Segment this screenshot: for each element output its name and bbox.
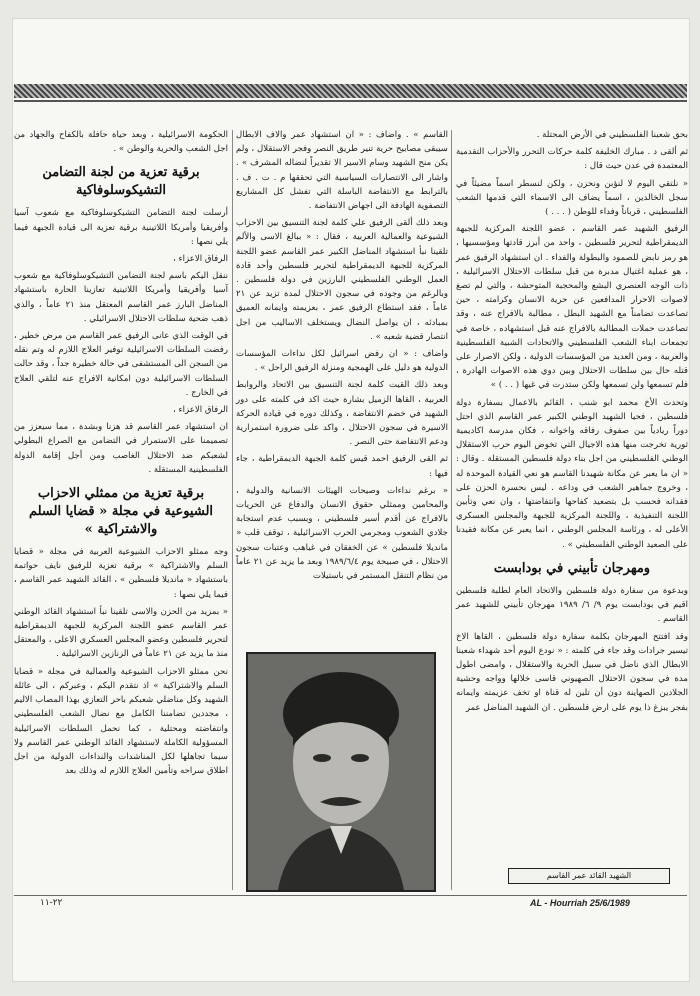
paragraph: الرفاق الاعزاء ، bbox=[173, 405, 228, 416]
paragraph: ننقل اليكم باسم لجنة التضامن التشيكوسلوفاكية مع شعوب آسيا وأفريقيا وأمريكا اللاتينية تعازينا الحارة باستشهاد المناضل البارز عمر القاسم المعتقل منذ ٢١ عاماً ، والذي ذهب ضحية سلطات الاحتلال الاسرائيلي . bbox=[14, 271, 228, 324]
paragraph: وبدعوة من سفارة دولة فلسطين والاتحاد العام لطلبة فلسطين اقيم في بودابست يوم ٩/ ٦/ ١٩٨٩ مهرجان تأبيني للشهيد عمر القاسم . bbox=[456, 585, 688, 625]
column-divider bbox=[451, 130, 452, 890]
header-rule bbox=[14, 100, 687, 102]
paragraph: في الوقت الذي عانى الرفيق عمر القاسم من مرض خطير ، رفضت السلطات الاسرائيلية توفير العلاج اللازم له وتم نقله من السجن الى المستشفى في حالة خطيرة جداً ، وقد حالت السلطات الاسرائيلية دون امكانية الافراج عنه لتلقي العلاج في الخارج . bbox=[14, 331, 228, 398]
paragraph: وقد افتتح المهرجان بكلمة سفارة دولة فلسطين ، القاها الاخ تيسير جرادات وقد جاء في كلمته : « نودع اليوم أحد شهداء شعبنا الابطال الذي ناضل في سبيل الحرية والاستقلال ، وامضى اطول مدة في سجون الاحتلال الصهيوني قاسى خلالها وواجه وحشية الجلادين الصهاينة دون أن تلين له قناة او تخف عزيمته وايمانه بفجر يبزغ ذا يوم على ارض فلسطين . ان الشهيد المناضل عمر bbox=[456, 631, 688, 713]
communist-parties-heading: برقية تعزية من ممثلي الاحزاب الشيوعية في مجلة « قضايا السلم والاشتراكية » bbox=[28, 486, 214, 538]
paragraph: « نلتقي اليوم لا لنؤبن ونحزن ، ولكن لنسطر اسماً مضيئاً في سجل الخالدين ، اسماً يضاف الى الاسماء التي قدمها الشعب الفلسطيني ، قرباناً وفداء للوطن ( . . . ) bbox=[456, 178, 688, 218]
publication-name-date: AL - Hourriah 25/6/1989 bbox=[530, 898, 630, 908]
paragraph: القاسم » . واضاف : « ان استشهاد عمر والاف الابطال سيبقى مصابيح حرية تنير طريق النصر وفجر الاستقلال ، ولم يكن منح الشهيد وسام الاسير الا تقديراً لنضاله المشرف » . واشار الى الانتصارات السياسية التي تحققها م . ت . ف . بالترابط مع الانتفاضة الباسلة التي تفشل كل المشاريع التصفوية الهادفة الى اجهاض الانتفاضة . bbox=[236, 130, 448, 212]
paragraph: بحق شعبنا الفلسطيني في الأرض المحتلة . bbox=[536, 130, 688, 140]
paragraph: ان استشهاد عمر القاسم قد هزنا وبشدة ، مما سيعزز من تصميمنا على الاستمرار في التضامن مع الصراع البطولي لشعبكم ضد الاحتلال الغاصب ومن أجل إقامة الدولة الفلسطينية المستقلة . bbox=[14, 422, 228, 475]
column-right bbox=[456, 128, 688, 958]
paragraph: وجه ممثلو الاحزاب الشيوعية العربية في مجلة « قضايا السلم والاشتراكية » برقية تعزية للرفيق نايف حواتمة باستشهاد « مانديلا فلسطين » ، القائد الشهيد عمر القاسم ، فيما يلي نصها : bbox=[14, 547, 228, 600]
paragraph: « برغم نداءات وصيحات الهيئات الانسانية والدولية ، والمحامين وممثلي حقوق الانسان والدفاع عن الحريات بالافراج عن أقدم أسير فلسطيني ، وبسبب عدم استجابة جلادي الشعوب ومجرمي الحرب الاسرائيلية ، توقف قلب « مانديلا فلسطين » عن الخفقان في غياهب وعتبات سجون الاحتلال ، في صبيحة يوم ١٩٨٩/٦/٤ وبعد ما يزيد عن ٢١ عاماً من نظام التنقل المستمر في باستيلات bbox=[236, 485, 448, 582]
paragraph: وبعد ذلك القيت كلمة لجنة التنسيق بين الاتحاد والروابط العربية ، القاها الزميل بشارة حيث اكد في كلمته على دور الشهيد في خضم الانتفاضة ، وكذلك دوره في قيادة الحركة الاسيرة في سجون الاحتلال ، واكد على ضرورة استمرارية ودعم الانتفاضة حتى النصر . bbox=[236, 380, 448, 448]
paragraph: وتحدث الأخ محمد ابو شنب ، القائم بالاعمال بسفارة دولة فلسطين ، فحيا الشهيد الوطني الكبير عمر القاسم الذي احتل دوراً ريادياً بين صفوف رفاقه واخوانه ، فكان مدرسة اكاديمية ثورية تخرجت منها هذه الاجيال التي تخوض اليوم حرب الاستقلال الوطني الفلسطيني من اجل بناء دولة فلسطين المستقلة . وقال : « ان ما يعبر عن مكانة شهيدنا القاسم هو نعي القيادة الموحدة له ، وخروج جماهير الشعب في وداعه . ليس بحسرة الحزن على فقدانه فحسب بل بتصعيد كفاحها وانتفاضتها ، وان نعي وتأبين اللجنة التنفيذية ، واللجنة المركزية للجبهة والمجلس العسكري الأعلى له ، ورئاسة المجلس الوطني ، انما يعبر عن مكانة فقيدنا على الصعيد الوطني الفلسطيني » . bbox=[456, 397, 688, 550]
czech-solidarity-heading: برقية تعزية من لجنة التضامن التشيكوسلوفاكية bbox=[42, 165, 200, 199]
paragraph: الرفيق الشهيد عمر القاسم ، عضو اللجنة المركزية للجبهة الديمقراطية لتحرير فلسطين ، واحد من أبرز قادتها ومؤسسيها ، هو رمز نابض للصمود والبطولة والفداء . ان استشهاد الرفيق عمر ، هو عملية اغتيال مدبرة من قبل سلطات الاحتلال الاسرائيلية ، ذات الوجه العنصري البشع والمحجبة المتوحشة ، والتي لم تصغ لاصوات الاحرار المدافعين عن حرية الانسان وكرامته ، حين تصاعدت تضامناً مع الشهيد البطل ، مطالبة بالافراج عنه ، وقد تصاعدت حملات المطالبة بالافراج عنه قبل استشهاده ، خاصة في تجمعات ابناء الشعب الفلسطيني والاتحادات الشبية الفلسطينية والعربية ، ومن العديد من المؤسسات الدولية ، ولكن الاصرار على قتله حال بين سلطات الاحتلال وبين دوي هذه الاصوات الهادرة ، فلم تسمعها ولن تسمعها ولكن ستدرت في غيها ( . . ) » bbox=[456, 224, 688, 391]
paragraph: وبعد ذلك ألقى الرفيق علي كلمة لجنة التنسيق بين الاحزاب الشيوعية والعمالية العربية ، فقال : « ببالغ الاسى والألم تلقينا نبأ استشهاد المناضل الكبير عمر القاسم عضو اللجنة المركزية للجبهة الديمقراطية لتحرير فلسطين وأحد قادة العمل الوطني الفلسطيني البارزين في دولة فلسطين . وبالرغم من وجوده في سجون الاحتلال لمدة تزيد عن ٢١ عاماً ، فقد استطاع الرفيق عمر ، بعزيمته وايمانه العميق بمبادئه ، ان يواصل النضال ويستخلف الاساليب من اجل انتصار قضية شعبه » . bbox=[236, 218, 448, 342]
column-divider bbox=[232, 130, 233, 890]
portrait-illustration bbox=[248, 654, 434, 890]
paragraph: « بمزيد من الحزن والاسى تلقينا نبأ استشهاد القائد الوطني عمر القاسم عضو اللجنة المركزية للجبهة الديمقراطية لتحرير فلسطين وعضو المجلس العسكري الاعلى ، والمعتقل منذ ما يزيد عن ٢١ عاماً في الزنازين الاسرائيلية . bbox=[14, 606, 228, 660]
paragraph: نحن ممثلو الاحزاب الشيوعية والعمالية في مجلة « قضايا السلم والاشتراكية » اذ نتقدم اليكم ، وعبركم ، الى عائلة الشهيد وكل مناضلي شعبكم باحر التعازي بهذا المصاب الاليم ، مجددين تضامننا الكامل مع نضال الشعب الفلسطيني وانتفاضته ومحتلية ، كما نحمل السلطات الاسرائيلية المسؤولية الكاملة لاستشهاد القائد الوطني عمر القاسم ولا سيما تجاهلها لكل المناشدات والنداءات الدولية من اجل اطلاق سراحه وتأمين العلاج اللازم له وذلك بعد bbox=[14, 666, 228, 777]
page-number: ٢٢-١١ bbox=[40, 898, 63, 908]
paragraph: ثم القى الرفيق احمد قيس كلمة الجبهة الديمقراطية ، جاء فيها : bbox=[236, 454, 448, 479]
photo-caption: الشهيد القائد عمر القاسم bbox=[508, 868, 670, 884]
paragraph: واضاف : « ان رفض اسرائيل لكل نداءات المؤسسات الدولية هو دليل على الهمجية ومنزلة الرفيق الراحل » . bbox=[236, 349, 448, 374]
paragraph: أرسلت لجنة التضامن التشيكوسلوفاكية مع شعوب آسيا وأفريقيا وأمريكا اللاتينية برقية تعزية الى قيادة الجبهة فيما يلي نصها : bbox=[14, 208, 228, 247]
paragraph: الرفاق الاعزاء ، bbox=[173, 254, 228, 265]
budapest-heading: ومهرجان تأبيني في بودابست bbox=[493, 560, 651, 576]
header-pattern-band bbox=[14, 84, 687, 98]
column-left bbox=[14, 128, 228, 888]
paragraph: الحكومة الاسرائيلية ، وبعد حياة حافلة بالكفاح والجهاد من اجل الشعب والحرية والوطن » . bbox=[14, 130, 228, 155]
footer-rule bbox=[14, 895, 687, 896]
column-middle bbox=[236, 128, 448, 656]
paragraph: ثم ألقى د . مبارك الخليفة كلمة حركات التحرر والأحزاب التقدمية المعتمدة في عدن حيث قال : bbox=[456, 147, 688, 172]
